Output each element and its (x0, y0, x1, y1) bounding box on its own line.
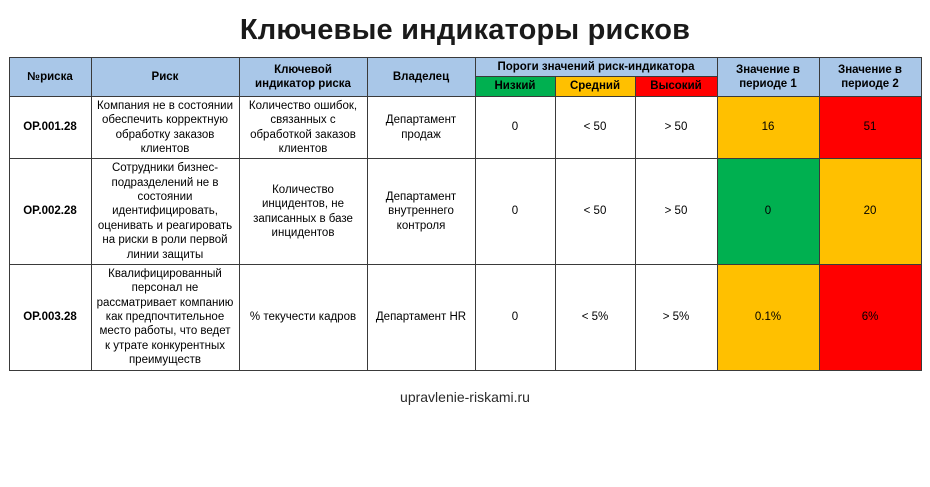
column-header-kri: Ключевой индикатор риска (239, 58, 367, 97)
column-header-risk-no: №риска (9, 58, 91, 97)
cell-risk-no: OP.001.28 (9, 96, 91, 159)
column-header-medium: Средний (555, 77, 635, 96)
cell-period-2: 20 (819, 159, 921, 265)
table-row (9, 96, 921, 159)
column-header-low: Низкий (475, 77, 555, 96)
cell-threshold-high: > 50 (635, 96, 717, 159)
header-row-top (9, 58, 921, 77)
cell-threshold-medium: < 50 (555, 96, 635, 159)
cell-owner: Департамент продаж (367, 96, 475, 159)
column-header-risk: Риск (91, 58, 239, 97)
column-header-owner: Владелец (367, 58, 475, 97)
cell-owner: Департамент HR (367, 264, 475, 370)
table-head (9, 58, 921, 97)
cell-threshold-medium: < 50 (555, 159, 635, 265)
cell-owner: Департамент внутреннего контроля (367, 159, 475, 265)
cell-period-1: 16 (717, 96, 819, 159)
cell-threshold-high: > 5% (635, 264, 717, 370)
column-header-period-1: Значение в периоде 1 (717, 58, 819, 97)
cell-risk: Компания не в состоянии обеспечить корректную обработку заказов клиентов (91, 96, 239, 159)
cell-threshold-low: 0 (475, 264, 555, 370)
column-header-high: Высокий (635, 77, 717, 96)
table-row (9, 159, 921, 265)
cell-risk: Квалифицированный персонал не рассматривает компанию как предпочтительное место работы, что ведет к утрате конкурентных преимуществ (91, 264, 239, 370)
cell-threshold-low: 0 (475, 159, 555, 265)
cell-risk-no: OP.002.28 (9, 159, 91, 265)
cell-kri: Количество ошибок, связанных с обработкой заказов клиентов (239, 96, 367, 159)
cell-period-2: 6% (819, 264, 921, 370)
kri-table (9, 57, 922, 371)
cell-period-2: 51 (819, 96, 921, 159)
column-header-period-2: Значение в периоде 2 (819, 58, 921, 97)
table-row (9, 264, 921, 370)
page-title: Ключевые индикаторы рисков (239, 14, 691, 46)
cell-risk-no: OP.003.28 (9, 264, 91, 370)
table-body (9, 96, 921, 370)
cell-kri: Количество инцидентов, не записанных в базе инцидентов (239, 159, 367, 265)
cell-kri: % текучести кадров (239, 264, 367, 370)
cell-threshold-high: > 50 (635, 159, 717, 265)
cell-threshold-medium: < 5% (555, 264, 635, 370)
cell-period-1: 0.1% (717, 264, 819, 370)
site-footer: upravlenie-riskami.ru (400, 388, 530, 405)
cell-threshold-low: 0 (475, 96, 555, 159)
column-header-thresholds: Пороги значений риск-индикатора (475, 58, 717, 77)
cell-period-1: 0 (717, 159, 819, 265)
cell-risk: Сотрудники бизнес-подразделений не в состоянии идентифицировать, оценивать и реагировать на риски в роли первой линии защиты (91, 159, 239, 265)
